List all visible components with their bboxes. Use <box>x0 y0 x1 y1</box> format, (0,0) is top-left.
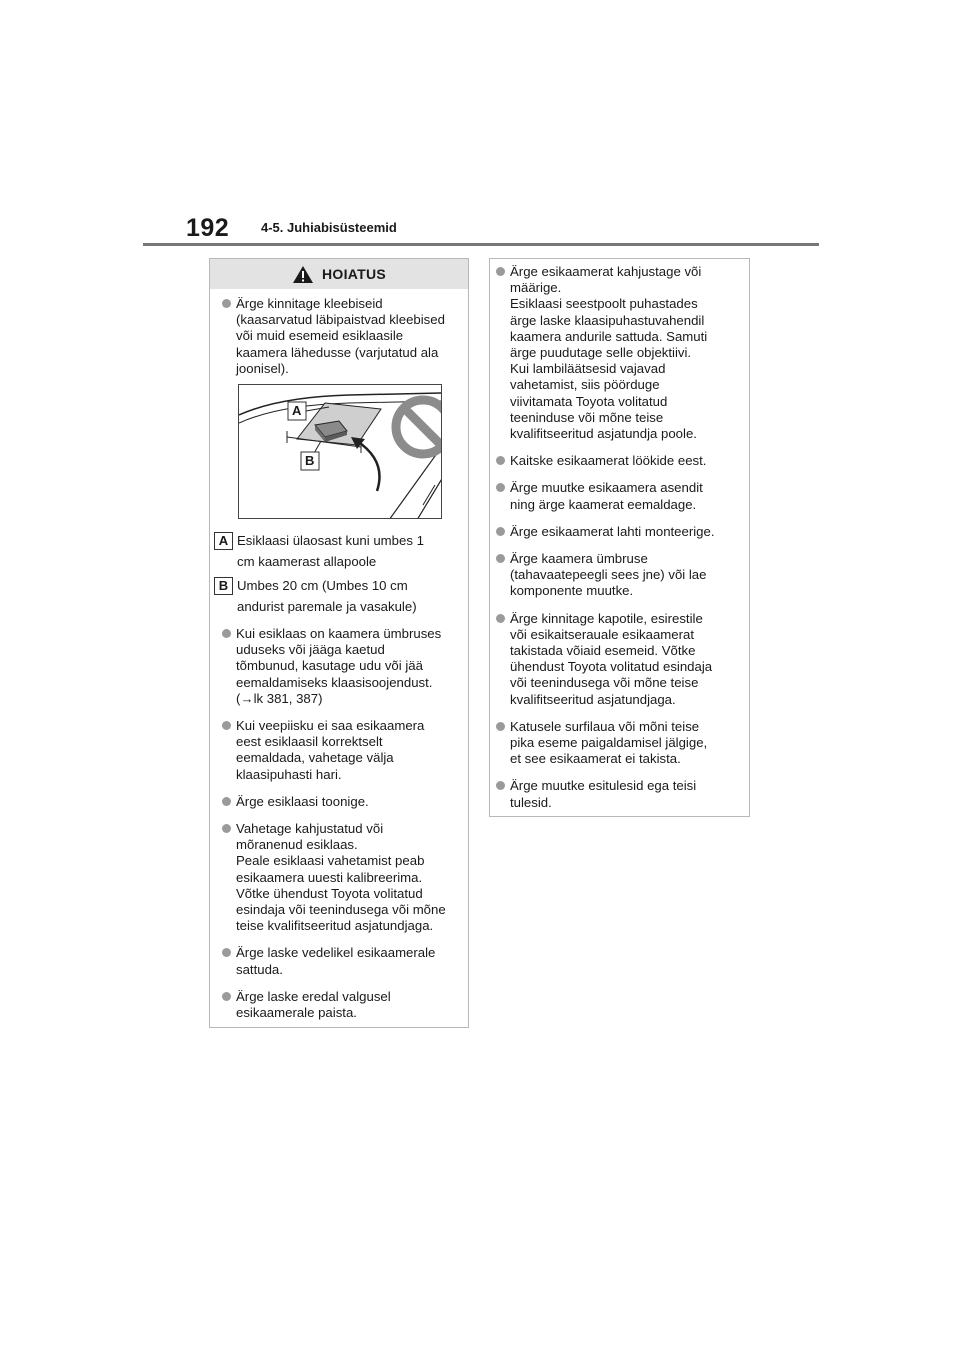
list-item: Ärge kinnitage kapotile, esirestile või esikaitserauale esikaamerat takistada võiaid esemeid. Võtke ühendust Toyota volitatud esindaja või teenindusega või mõne teise kvalifitseeritud asjatundjaga. <box>491 611 743 708</box>
list-item: Katusele surfilaua või mõni teise pika eseme paigaldamisel jälgige, et see esikaamerat ei takista. <box>491 719 743 768</box>
list-item: Vahetage kahjustatud või mõranenud esiklaas. Peale esiklaasi vahetamist peab esikaamera uuesti kalibreerima. Võtke ühendust Toyota volitatud esindaja või teenindusega või mõne teise kvalifitseeritud asjatundjaga. <box>217 821 462 934</box>
list-item: Ärge laske vedelikel esikaamerale sattuda. <box>217 945 462 977</box>
warning-panel-right <box>489 258 750 817</box>
list-item: Ärge muutke esitulesid ega teisi tulesid. <box>491 778 743 810</box>
section-title: 4-5. Juhiabisüsteemid <box>261 220 397 235</box>
prohibition-icon <box>396 400 442 454</box>
warning-header <box>210 259 468 289</box>
legend-key-a: A <box>214 532 233 550</box>
list-item: Ärge esikaamerat kahjustage või määrige. Esiklaasi seestpoolt puhastades ärge laske klaasipuhastuvahendil kaamera andurile sattuda. Samuti ärge puudutage selle objektiivi. Kui lambiläätsesid vajavad vahetamist, siis pöörduge viivitamata Toyota volitatud teeninduse või mõne teise kvalifitseeritud asjatundja poole. <box>491 264 743 442</box>
figure-label-b: B <box>305 453 315 468</box>
legend-key-b: B <box>214 577 233 595</box>
list-item: Ärge laske eredal valgusel esikaamerale paista. <box>217 989 462 1021</box>
warning-triangle-icon <box>292 265 314 284</box>
list-item: Kui veepiisku ei saa esikaamera eest esiklaasil korrektselt eemaldada, vahetage välja klaasipuhasti hari. <box>217 718 462 783</box>
page-number: 192 <box>186 214 230 242</box>
windshield-figure <box>238 384 442 519</box>
figure-label-a: A <box>292 403 302 418</box>
list-item: Kui esiklaas on kaamera ümbruses uduseks või jääga kaetud tõmbunud, kasutage udu või jää eemaldamiseks klaasisoojendust. (→lk 381, 387) <box>217 626 462 707</box>
list-item: Ärge muutke esikaamera asendit ning ärge kaamerat eemaldage. <box>491 480 743 512</box>
header-rule <box>143 243 819 246</box>
list-item: Ärge esikaamerat lahti monteerige. <box>491 524 743 540</box>
intro-list <box>210 296 468 377</box>
list-item: Ärge kinnitage kleebiseid (kaasarvatud läbipaistvad kleebised või muid esemeid esiklaasile kaamera lähedusse (varjutatud ala joonisel). <box>217 296 462 377</box>
list-item: Ärge esiklaasi toonige. <box>217 794 462 810</box>
warning-title: HOIATUS <box>321 266 387 282</box>
right-bullet-list <box>490 264 749 811</box>
list-item: Kaitske esikaamerat löökide eest. <box>491 453 743 469</box>
left-bullet-list <box>210 626 468 1021</box>
legend-item-b: B Umbes 20 cm (Umbes 10 cm andurist paremale ja vasakule) <box>214 575 464 617</box>
legend-item-a: A Esiklaasi ülaosast kuni umbes 1 cm kaamerast allapoole <box>214 530 464 572</box>
list-item: Ärge kaamera ümbruse (tahavaatepeegli sees jne) või lae komponente muutke. <box>491 551 743 600</box>
